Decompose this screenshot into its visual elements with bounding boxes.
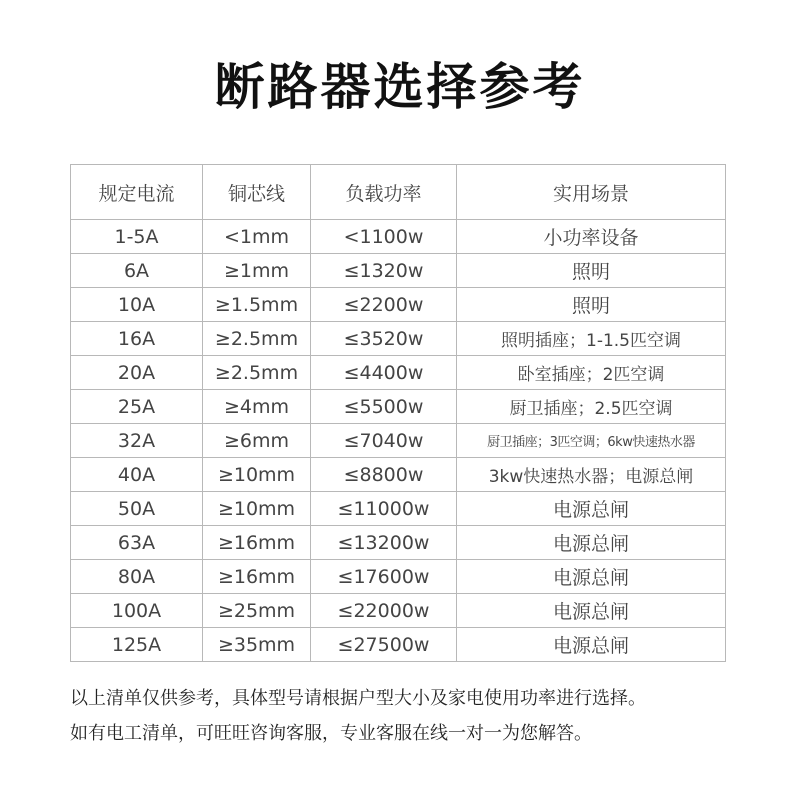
cell-usage: 厨卫插座；2.5匹空调: [457, 390, 726, 424]
cell-power: ≤22000w: [311, 594, 457, 628]
cell-power: ≤3520w: [311, 322, 457, 356]
cell-power: <1100w: [311, 220, 457, 254]
cell-power: ≤5500w: [311, 390, 457, 424]
cell-wire: <1mm: [203, 220, 311, 254]
cell-power: ≤2200w: [311, 288, 457, 322]
footer-note-reference: 以上清单仅供参考，具体型号请根据户型大小及家电使用功率进行选择。: [70, 688, 646, 709]
cell-current: 100A: [71, 594, 203, 628]
cell-power: ≤4400w: [311, 356, 457, 390]
cell-power: ≤27500w: [311, 628, 457, 662]
table-row: [71, 424, 726, 458]
cell-usage: 电源总闸: [457, 526, 726, 560]
cell-wire: ≥4mm: [203, 390, 311, 424]
footer-note-contact: 如有电工清单，可旺旺咨询客服，专业客服在线一对一为您解答。: [70, 723, 592, 744]
cell-wire: ≥2.5mm: [203, 322, 311, 356]
table-row: [71, 254, 726, 288]
table-row: [71, 458, 726, 492]
table-row: [71, 492, 726, 526]
header-copper-wire: 铜芯线: [203, 165, 311, 220]
table-row: [71, 628, 726, 662]
table-row: [71, 390, 726, 424]
breaker-reference-table: [70, 164, 726, 662]
cell-current: 16A: [71, 322, 203, 356]
cell-usage: 厨卫插座；3匹空调；6kw快速热水器: [457, 424, 726, 458]
cell-wire: ≥1.5mm: [203, 288, 311, 322]
table-row: [71, 526, 726, 560]
cell-current: 20A: [71, 356, 203, 390]
table-row: [71, 560, 726, 594]
cell-usage: 小功率设备: [457, 220, 726, 254]
header-usage-scenario: 实用场景: [457, 165, 726, 220]
cell-current: 80A: [71, 560, 203, 594]
cell-power: ≤13200w: [311, 526, 457, 560]
cell-usage: 电源总闸: [457, 560, 726, 594]
table-row: [71, 322, 726, 356]
table-row: [71, 594, 726, 628]
cell-wire: ≥1mm: [203, 254, 311, 288]
cell-wire: ≥10mm: [203, 458, 311, 492]
table-header-row: [71, 165, 726, 220]
cell-usage: 照明: [457, 254, 726, 288]
cell-power: ≤7040w: [311, 424, 457, 458]
header-load-power: 负载功率: [311, 165, 457, 220]
cell-usage: 电源总闸: [457, 492, 726, 526]
cell-wire: ≥35mm: [203, 628, 311, 662]
cell-current: 6A: [71, 254, 203, 288]
cell-wire: ≥10mm: [203, 492, 311, 526]
cell-usage: 照明插座；1-1.5匹空调: [457, 322, 726, 356]
cell-current: 40A: [71, 458, 203, 492]
page-title: 断路器选择参考: [214, 58, 586, 116]
cell-wire: ≥25mm: [203, 594, 311, 628]
cell-wire: ≥2.5mm: [203, 356, 311, 390]
cell-wire: ≥6mm: [203, 424, 311, 458]
table-row: [71, 220, 726, 254]
header-rated-current: 规定电流: [71, 165, 203, 220]
cell-wire: ≥16mm: [203, 526, 311, 560]
cell-wire: ≥16mm: [203, 560, 311, 594]
cell-power: ≤8800w: [311, 458, 457, 492]
cell-current: 125A: [71, 628, 203, 662]
cell-usage: 照明: [457, 288, 726, 322]
cell-current: 50A: [71, 492, 203, 526]
table-row: [71, 356, 726, 390]
cell-usage: 电源总闸: [457, 628, 726, 662]
cell-usage: 卧室插座；2匹空调: [457, 356, 726, 390]
cell-current: 25A: [71, 390, 203, 424]
cell-current: 32A: [71, 424, 203, 458]
cell-usage: 3kw快速热水器；电源总闸: [457, 458, 726, 492]
table-row: [71, 288, 726, 322]
cell-current: 1-5A: [71, 220, 203, 254]
cell-current: 63A: [71, 526, 203, 560]
cell-power: ≤1320w: [311, 254, 457, 288]
cell-power: ≤17600w: [311, 560, 457, 594]
cell-current: 10A: [71, 288, 203, 322]
cell-power: ≤11000w: [311, 492, 457, 526]
cell-usage: 电源总闸: [457, 594, 726, 628]
